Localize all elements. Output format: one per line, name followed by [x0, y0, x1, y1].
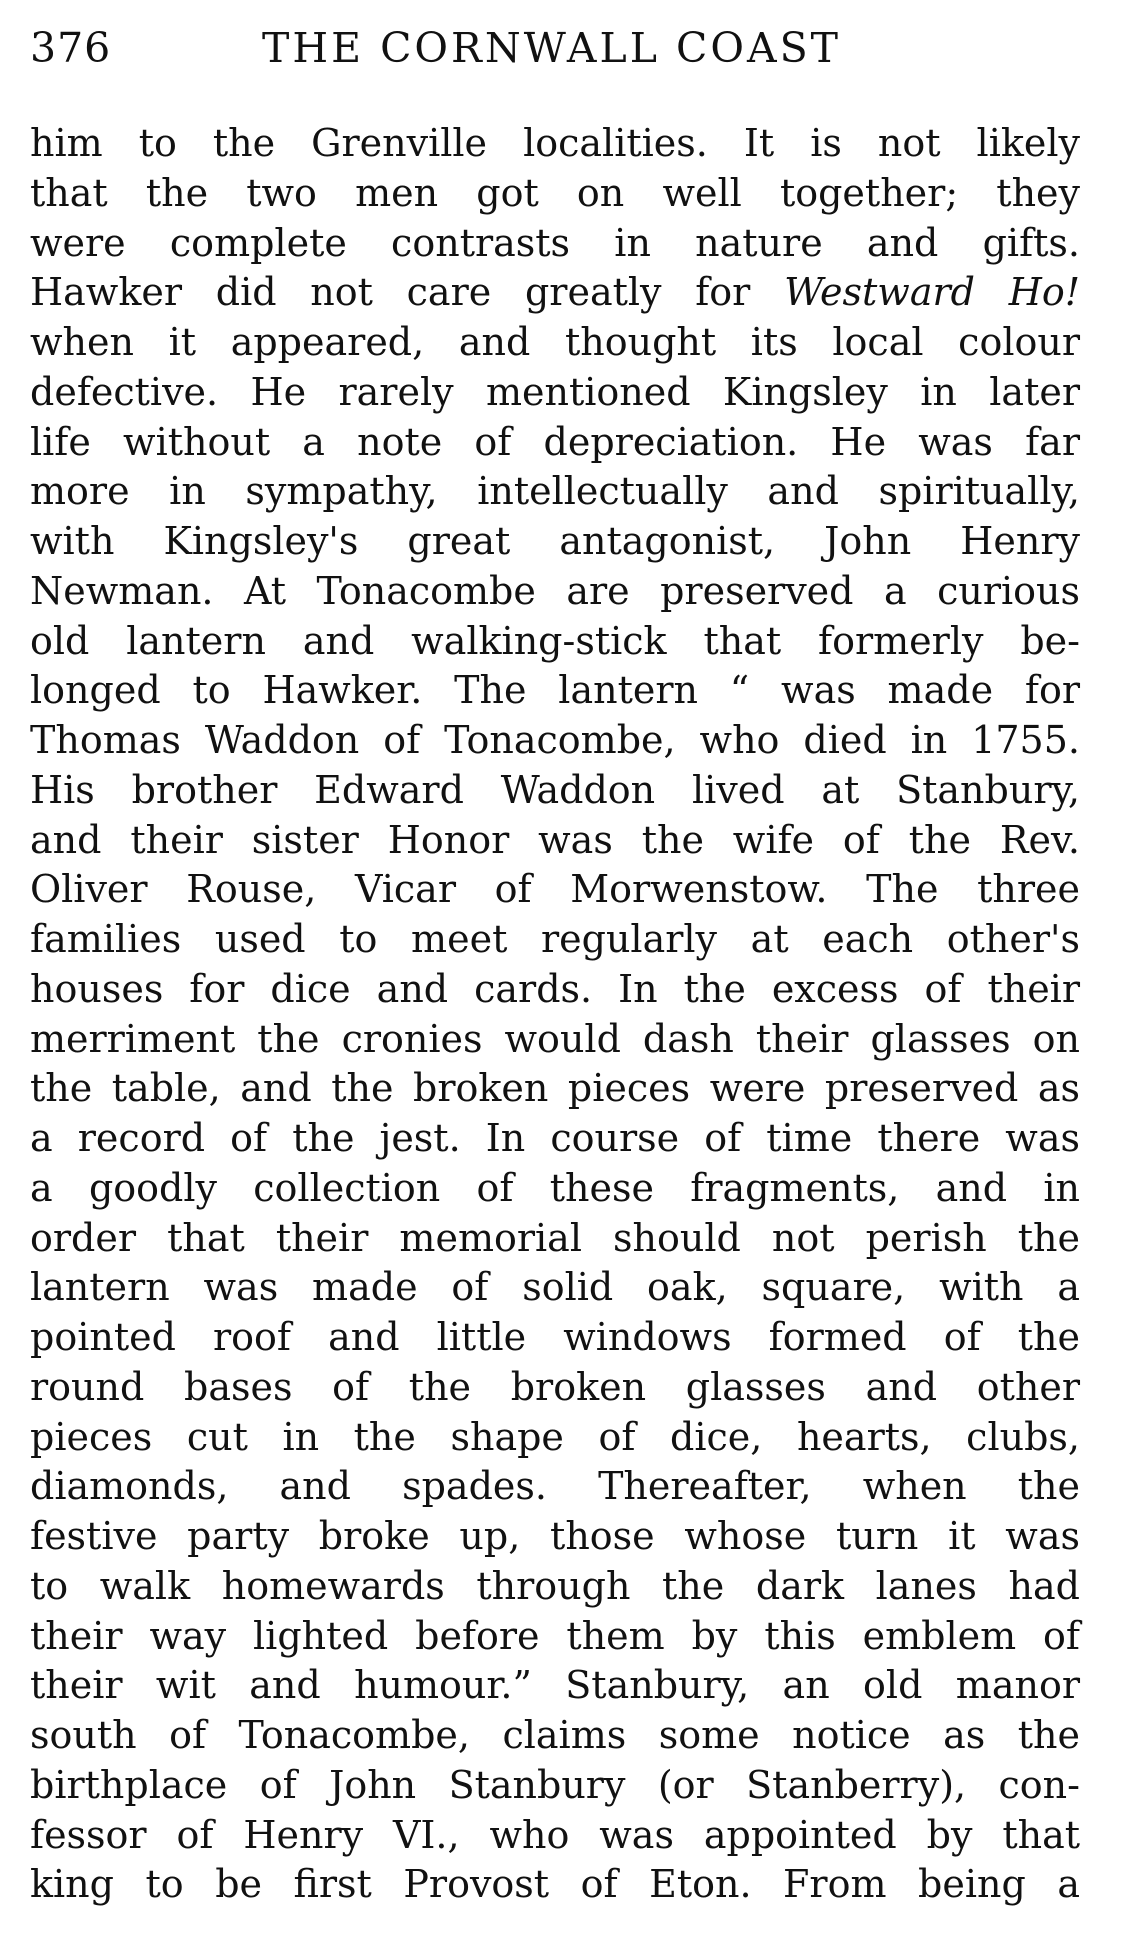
text-line: a record of the jest. In course of time there was: [30, 1116, 1080, 1160]
text-line: merriment the cronies would dash their glasses on: [30, 1016, 1080, 1061]
text-line: to walk homewards through the dark lanes had: [30, 1563, 1080, 1608]
text-line: pointed roof and little windows formed of the: [30, 1315, 1080, 1359]
text-line: houses for dice and cards. In the excess of their: [30, 966, 1080, 1011]
text-line: old lantern and walking-stick that formerly be-: [30, 618, 1080, 663]
text-line: defective. He rarely mentioned Kingsley in later: [30, 369, 1080, 414]
text-line: diamonds, and spades. Thereafter, when the: [30, 1464, 1080, 1509]
text-line: Newman. At Tonacombe are preserved a curious: [30, 568, 1080, 613]
text-line: Oliver Rouse, Vicar of Morwenstow. The three: [30, 867, 1080, 912]
text-line: their way lighted before them by this emblem of: [30, 1613, 1080, 1658]
text-line: him to the Grenville localities. It is not likely: [30, 121, 1080, 165]
page-number: 376: [30, 24, 112, 72]
text-line: that the two men got on well together; they: [30, 170, 1080, 215]
text-line: were complete contrasts in nature and gifts.: [30, 220, 1080, 265]
text-line: their wit and humour.” Stanbury, an old manor: [30, 1663, 1080, 1708]
book-title-italic: Westward Ho!: [784, 270, 1080, 315]
text-line: fessor of Henry VI., who was appointed by that: [30, 1812, 1080, 1857]
text-line: lantern was made of solid oak, square, with a: [30, 1265, 1080, 1310]
text-line: king to be first Provost of Eton. From being a: [30, 1862, 1080, 1907]
text-line: His brother Edward Waddon lived at Stanbury,: [30, 767, 1080, 812]
text-line: when it appeared, and thought its local colour: [30, 320, 1080, 364]
text-line: more in sympathy, intellectually and spiritually,: [30, 469, 1080, 514]
running-head: [30, 24, 1080, 84]
text-line: pieces cut in the shape of dice, hearts, clubs,: [30, 1414, 1080, 1459]
text-line: and their sister Honor was the wife of the Rev.: [30, 817, 1080, 862]
text-line: Thomas Waddon of Tonacombe, who died in 1755.: [30, 718, 1080, 762]
running-title: THE CORNWALL COAST: [262, 24, 842, 72]
text-line: families used to meet regularly at each other's: [30, 917, 1080, 961]
text-line: south of Tonacombe, claims some notice as the: [30, 1713, 1080, 1757]
text-line: a goodly collection of these fragments, and in: [30, 1165, 1080, 1210]
text-line: festive party broke up, those whose turn it was: [30, 1514, 1080, 1558]
text-line: order that their memorial should not perish the: [30, 1215, 1080, 1260]
text-line: birthplace of John Stanbury (or Stanberry), con-: [30, 1762, 1080, 1807]
text-line: Hawker did not care greatly for Westward Ho!: [30, 270, 1080, 315]
text-line: life without a note of depreciation. He was far: [30, 419, 1080, 464]
text-line: round bases of the broken glasses and other: [30, 1364, 1080, 1409]
text-line: longed to Hawker. The lantern “ was made for: [30, 668, 1080, 713]
text-line: with Kingsley's great antagonist, John Henry: [30, 519, 1080, 563]
text-line: the table, and the broken pieces were preserved as: [30, 1066, 1080, 1111]
body-text: [30, 119, 1080, 1910]
